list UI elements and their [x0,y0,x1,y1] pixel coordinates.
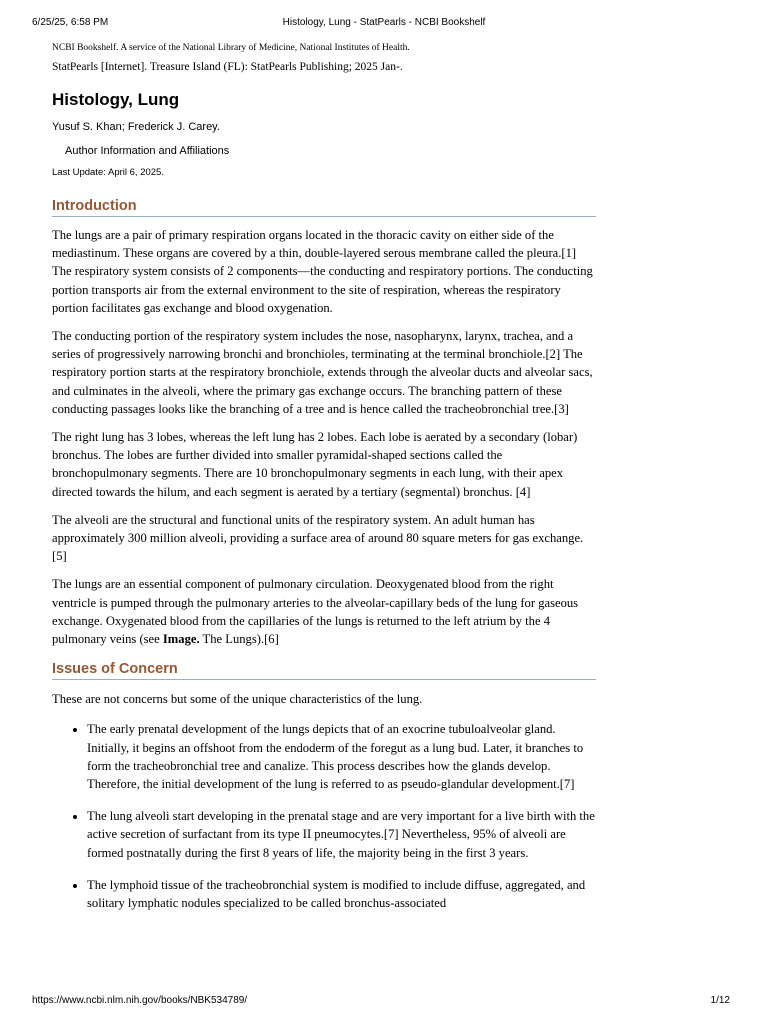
list-item: • The lung alveoli start developing in the prenatal stage and are very important for a live birth with the active secretion of surfactant from its type II pneumocytes.[7] Nevertheless, 95% of alveoli are formed postnatally during the first 8 years of life, the majority being in the first 3 years. [87,807,596,862]
intro-paragraph-5-text-end: The Lungs).[6] [199,632,279,647]
image-link[interactable]: Image. [162,632,200,647]
section-heading-issues-of-concern: Issues of Concern [52,660,596,680]
print-header [32,17,736,31]
intro-paragraph-5 [52,575,596,648]
bookshelf-line: NCBI Bookshelf. A service of the National Library of Medicine, National Institutes of Health. [52,43,410,53]
intro-paragraph-1: The lungs are a pair of primary respiration organs located in the thoracic cavity on either side of the mediastinum. These organs are covered by a thin, double-layered serous membrane called the pleura.[1] The respiratory system consists of 2 components—the conducting and respiratory portions. The conducting portion transports air from the external environment to the site of respiration, whereas the respiratory portion facilitates gas exchange and blood oxygenation. [52,228,593,315]
intro-paragraph-4: The alveoli are the structural and functional units of the respiratory system. An adult human has approximately 300 million alveoli, providing a surface area of around 80 square meters for gas exchange.[5] [52,512,584,564]
section-heading-introduction: Introduction [52,197,596,217]
intro-paragraph-3: The right lung has 3 lobes, whereas the left lung has 2 lobes. Each lobe is aerated by a secondary (lobar) bronchus. The lobes are further divided into smaller pyramidal-shaped sections called the bronchopulmonary segments. There are 10 bronchopulmonary segments in each lung, with their apex directed towards the hilum, and each segment is aerated by a tertiary (segmental) bronchus. [4] [52,430,578,499]
print-page-title: Histology, Lung - StatPearls - NCBI Bookshelf [282,17,486,28]
intro-paragraph-2: The conducting portion of the respiratory system includes the nose, nasopharynx, larynx, trachea, and a series of progressively narrowing bronchi and bronchioles, terminating at the terminal bronchiole.[2] The respiratory portion starts at the respiratory bronchiole, extends through the alveolar ducts and alveolar sacs, and culminates in the alveoli, where the primary gas exchange occurs. The branching pattern of these conducting passages looks like the branching of a tree and is hence called the tracheobronchial tree.[3] [52,329,593,416]
list-item: • The early prenatal development of the lungs depicts that of an exocrine tubuloalveolar gland. Initially, it begins an offshoot from the endoderm of the foregut as a lung bud. Later, it branches to form the tracheobronchial tree and canalize. This process describes how the glands develop. Therefore, the initial development of the lung is referred to as pseudo-glandular development.[7] [87,720,596,793]
intro-paragraph-5-text-start: The lungs are an essential component of pulmonary circulation. Deoxygenated blood from the right ventricle is pumped through the pulmonary arteries to the alveolar-capillary beds of the lung for gaseous exchange. Oxygenated blood from the capillaries of the lungs is returned to the left atrium by the 4 pulmonary veins (see [52,577,579,647]
print-page-number: 1/12 [710,995,730,1006]
last-update: Last Update: April 6, 2025. [52,167,164,178]
print-datetime: 6/25/25, 6:58 PM [32,17,109,28]
page-title: Histology, Lung [52,90,180,109]
print-footer [32,995,736,1009]
article-content [52,42,596,926]
issues-intro: These are not concerns but some of the unique characteristics of the lung. [52,692,423,707]
citation-line: StatPearls [Internet]. Treasure Island (FL): StatPearls Publishing; 2025 Jan-. [52,61,403,73]
author-affiliations-link[interactable]: Author Information and Affiliations [65,145,230,157]
authors: Yusuf S. Khan; Frederick J. Carey. [52,121,220,133]
issues-list [52,720,596,912]
print-url: https://www.ncbi.nlm.nih.gov/books/NBK534789/ [32,995,248,1006]
list-item: • The lymphoid tissue of the tracheobronchial system is modified to include diffuse, aggregated, and solitary lymphatic nodules specialized to be called bronchus-associated [87,876,596,912]
